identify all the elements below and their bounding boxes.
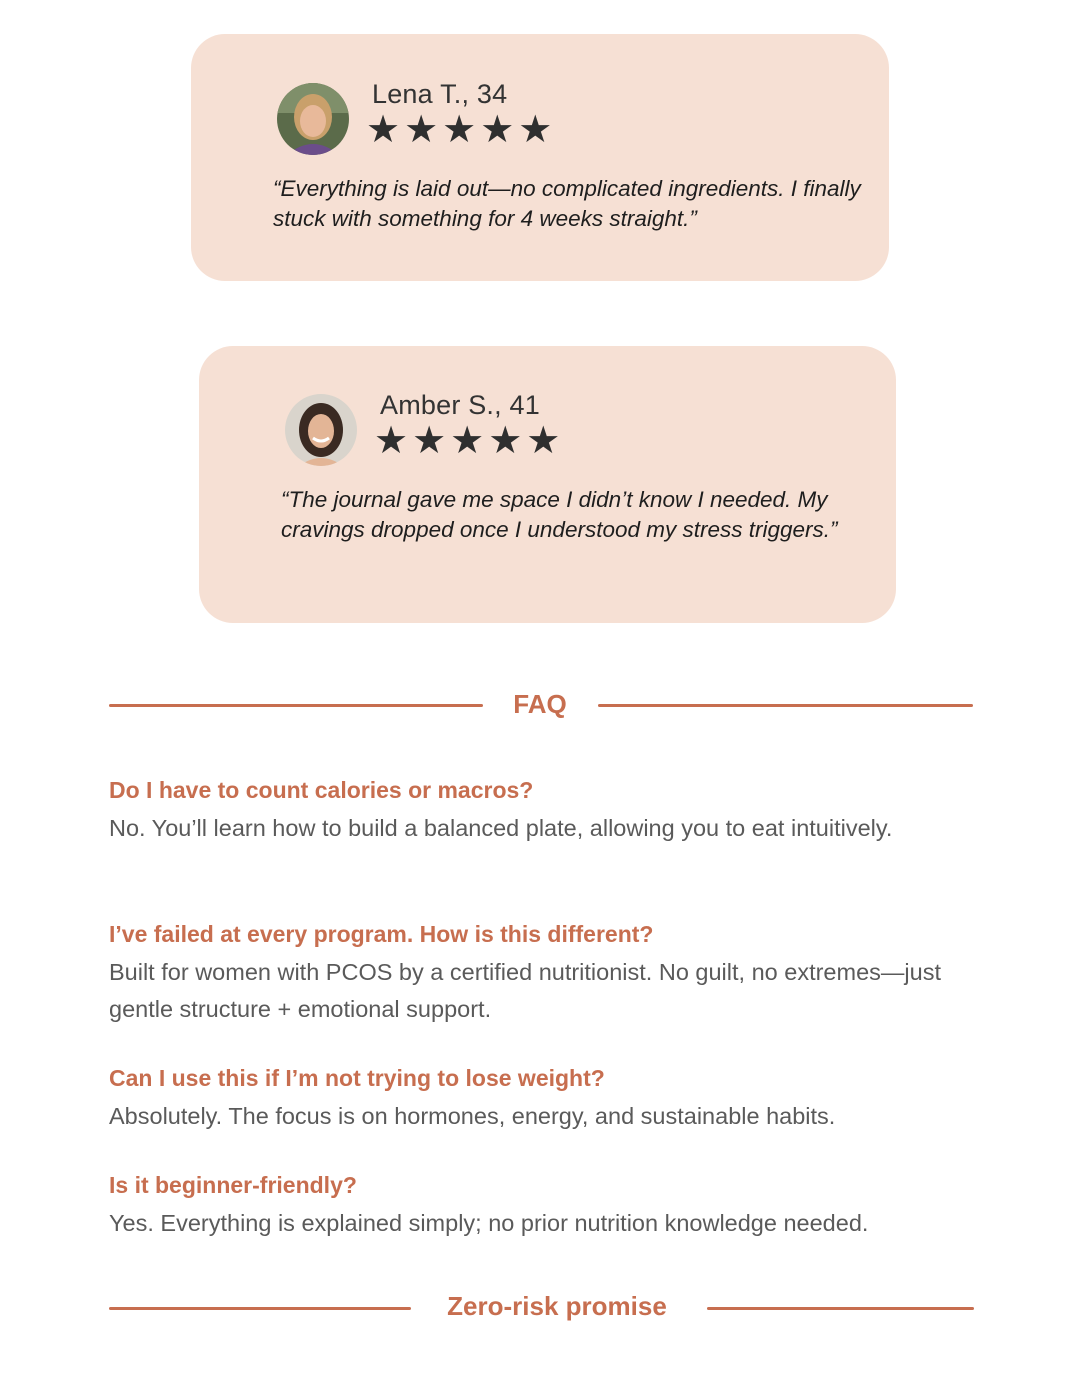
star-rating: ★★★★★	[374, 420, 565, 462]
faq-answer: Yes. Everything is explained simply; no prior nutrition knowledge needed.	[109, 1210, 869, 1236]
faq-answer: No. You’ll learn how to build a balanced plate, allowing you to eat intuitively.	[109, 815, 893, 841]
faq-divider-left	[109, 704, 483, 707]
faq-question: Can I use this if I’m not trying to lose weight?	[109, 1065, 605, 1091]
star-rating: ★★★★★	[366, 109, 557, 151]
avatar	[285, 394, 357, 466]
reviewer-name: Amber S., 41	[380, 390, 540, 420]
promise-divider-right	[707, 1307, 974, 1310]
faq-question: I’ve failed at every program. How is this different?	[109, 921, 654, 947]
faq-answer: Built for women with PCOS by a certified nutritionist. No guilt, no extremes—just gentle structure + emotional support.	[109, 959, 941, 1022]
avatar	[277, 83, 349, 155]
testimonial-card	[199, 346, 896, 623]
testimonial-card	[191, 34, 889, 281]
testimonial-quote: “The journal gave me space I didn’t know I needed. My cravings dropped once I understood my stress triggers.”	[281, 487, 838, 542]
faq-answer: Absolutely. The focus is on hormones, energy, and sustainable habits.	[109, 1103, 836, 1129]
promise-title: Zero-risk promise	[447, 1291, 667, 1321]
faq-divider-right	[598, 704, 973, 707]
faq-question: Do I have to count calories or macros?	[109, 777, 534, 803]
promise-divider-left	[109, 1307, 411, 1310]
faq-title: FAQ	[513, 689, 567, 719]
reviewer-name: Lena T., 34	[372, 79, 508, 109]
testimonial-quote: “Everything is laid out—no complicated ingredients. I finally stuck with something for 4 weeks straight.”	[273, 176, 861, 231]
faq-question: Is it beginner-friendly?	[109, 1172, 357, 1198]
